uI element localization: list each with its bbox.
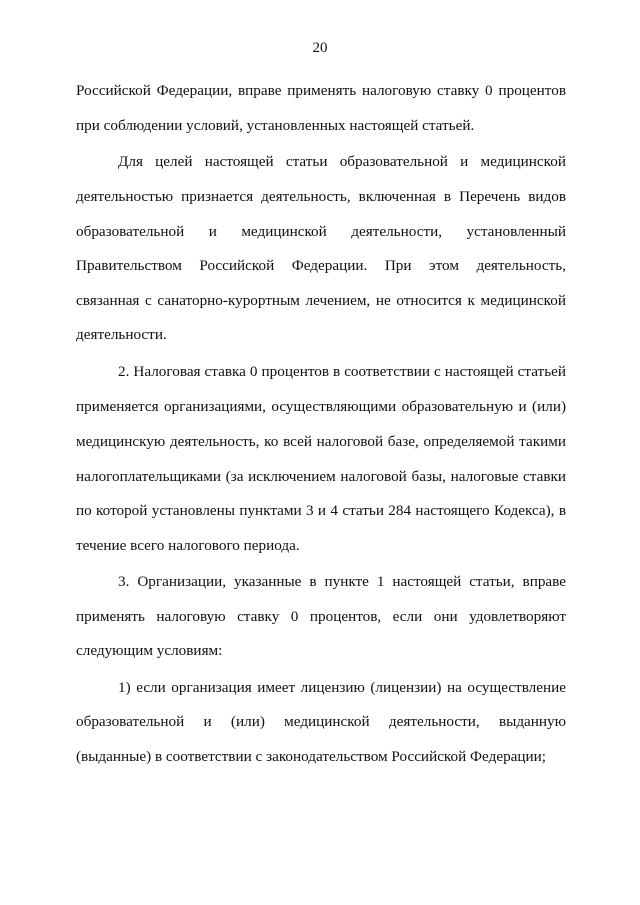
text-line: 1) если организация имеет лицензию (лицензии) на осуществление [118,679,566,696]
text-line: Российской Федерации, вправе применять налоговую ставку 0 процентов [76,82,566,99]
text-line: налогоплательщиками (за исключением налоговой базы, налоговые ставки [76,468,566,485]
text-line: деятельности. [76,326,167,343]
text-line: медицинскую деятельность, ко всей налоговой базе, определяемой такими [76,433,566,450]
text-line: Правительством Российской Федерации. При этом деятельность, [76,257,566,274]
text-line: применять налоговую ставку 0 процентов, если они удовлетворяют [76,608,566,625]
text-line: применяется организациями, осуществляющими образовательную и (или) [76,398,566,415]
text-line: образовательной и (или) медицинской деятельности, выданную [76,713,566,730]
text-line: (выданные) в соответствии с законодательством Российской Федерации; [76,748,547,765]
text-line: 2. Налоговая ставка 0 процентов в соответствии с настоящей статьей [118,363,566,380]
text-line: следующим условиям: [76,642,223,659]
text-line: при соблюдении условий, установленных настоящей статьей. [76,117,475,134]
page-number: 20 [312,40,328,56]
text-line: деятельностью признается деятельность, включенная в Перечень видов [76,188,566,205]
text-line: течение всего налогового периода. [76,537,300,554]
text-line: по которой установлены пунктами 3 и 4 статьи 284 настоящего Кодекса), в [76,502,566,519]
text-line: Для целей настоящей статьи образовательной и медицинской [118,153,566,170]
text-line: 3. Организации, указанные в пункте 1 настоящей статьи, вправе [118,573,566,590]
text-line: образовательной и медицинской деятельности, установленный [76,223,566,240]
text-line: связанная с санаторно-курортным лечением, не относится к медицинской [76,292,566,309]
